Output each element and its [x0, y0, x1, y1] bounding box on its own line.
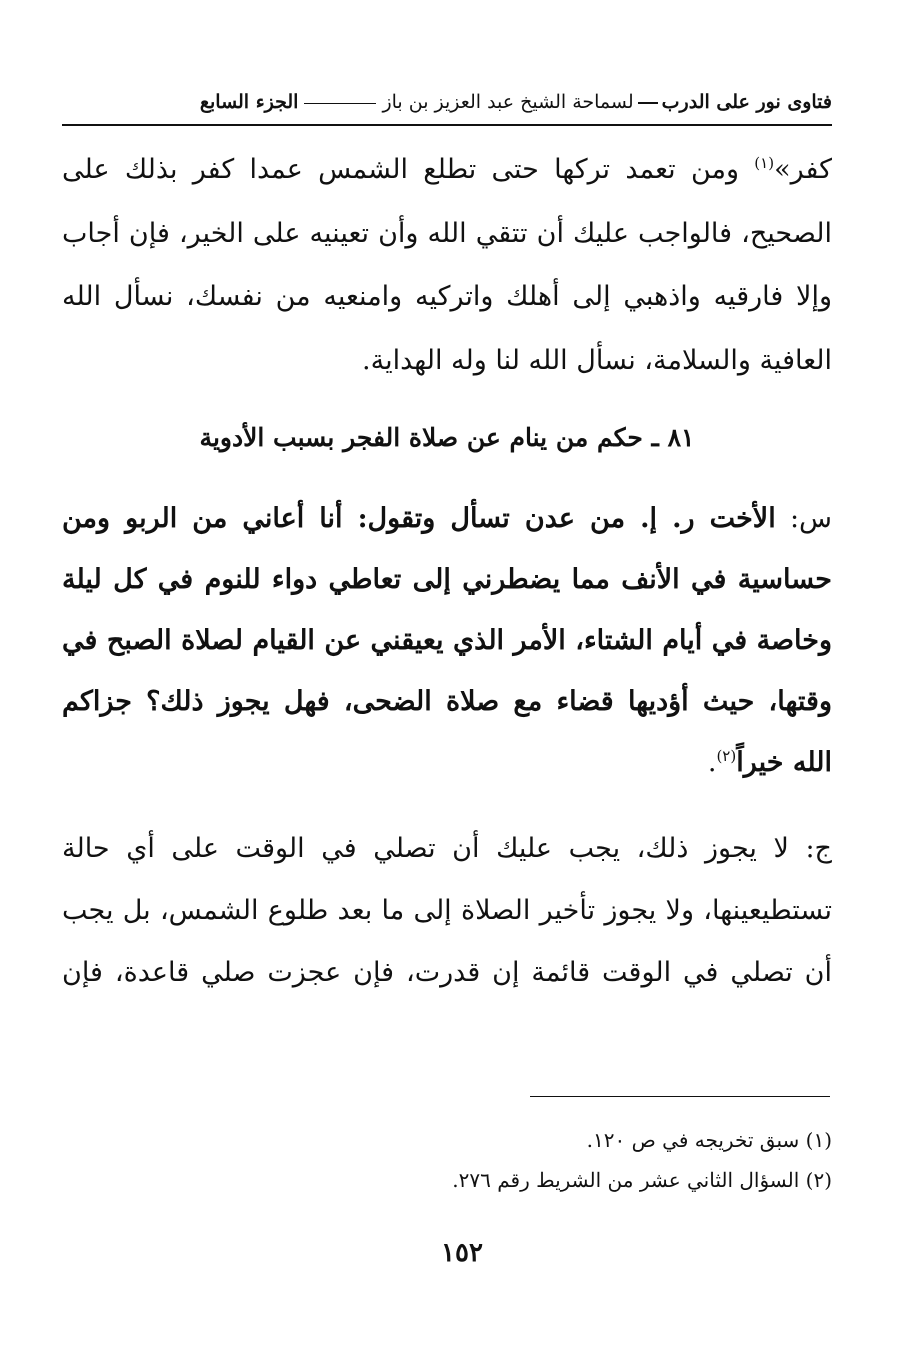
footnote-1: (١) سبق تخريجه في ص ١٢٠.	[586, 1128, 832, 1152]
header-book-title: فتاوى نور على الدرب	[661, 91, 832, 113]
footnote-2: (٢) السؤال الثاني عشر من الشريط رقم ٢٧٦.	[452, 1168, 832, 1192]
header-separator-long	[304, 103, 376, 104]
paragraph-continuation	[62, 138, 832, 392]
header-separator	[638, 102, 658, 104]
answer-block: ج: لا يجوز ذلك، يجب عليك أن تصلي في الوقت على أي حالة تستطيعينها، ولا يجوز تأخير الصلاة إلى ما بعد طلوع الشمس، بل يجب أن تصلي في الوقت قائمة إن قدرت، فإن عجزت صلي قاعدة، فإن	[62, 833, 832, 988]
header-author: لسماحة الشيخ عبد العزيز بن باز	[382, 91, 634, 113]
footnotes	[62, 1120, 832, 1200]
footnote-ref-2: (٢)	[716, 747, 737, 765]
header-rule	[62, 124, 832, 126]
footnote-ref-1: (١)	[754, 154, 775, 172]
footnote-rule	[530, 1096, 830, 1097]
section-heading: ٨١ ـ حكم من ينام عن صلاة الفجر بسبب الأدوية	[199, 423, 695, 452]
paragraph-lead: كفر»	[774, 154, 832, 185]
question-end: .	[707, 747, 717, 778]
question-label: س:	[775, 503, 833, 534]
question-text: الأخت ر. إ. من عدن تسأل وتقول: أنا أعاني من الربو ومن حساسية في الأنف مما يضطرني إلى تعاطي دواء للنوم في كل ليلة وخاصة في أيام الشتاء، الأمر الذي يعيقني عن القيام لصلاة الصبح في وقتها، حيث أؤديها قضاء مع صلاة الضحى، فهل يجوز ذلك؟ جزاكم الله خيراً	[62, 503, 832, 778]
running-header	[62, 86, 832, 118]
paragraph-text: ومن تعمد تركها حتى تطلع الشمس عمدا كفر بذلك على الصحيح، فالواجب عليك أن تتقي الله وأن تعينيه على الخير، فإن أجاب وإلا فارقيه واذهبي إلى أهلك واتركيه وامنعيه من نفسك، نسأل الله العافية والسلامة، نسأل الله لنا وله الهداية.	[62, 154, 832, 376]
question-block	[62, 488, 832, 793]
header-volume: الجزء السابع	[199, 91, 299, 113]
page-number: ١٥٢	[441, 1238, 483, 1268]
